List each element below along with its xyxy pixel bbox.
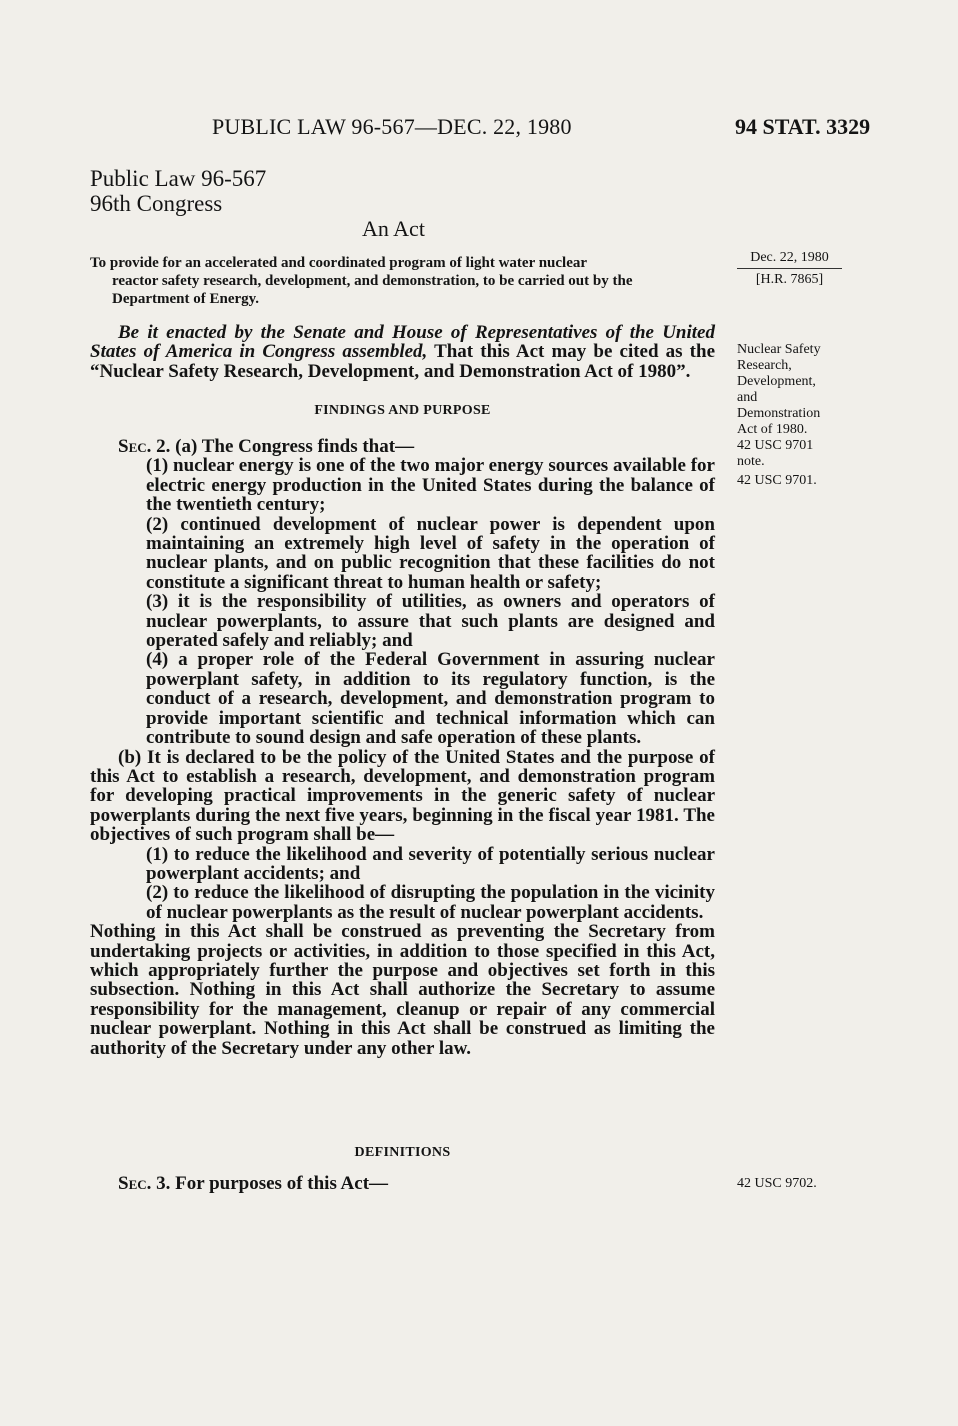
margin-usc-note: 42 USC 9701: [737, 438, 814, 453]
finding-1-text: (1) nuclear energy is one of the two major energy sources available for electric energy production in the United States during the balance of the twentieth century;: [146, 455, 715, 516]
findings-heading: FINDINGS AND PURPOSE: [314, 403, 491, 418]
enacting-formula: Be it enacted by the Senate and House of Representatives of the United States of America in Congress assembled,: [90, 322, 715, 363]
margin-title-line-2: Research,: [737, 358, 792, 373]
margin-short-title: [737, 342, 852, 470]
section-2: [90, 437, 715, 1058]
bleed-through: [330, 170, 720, 190]
objective-2-text: (2) to reduce the likelihood of disrupting the population in the vicinity of nuclear powerplants as the result of nuclear powerplant accidents.: [146, 882, 715, 923]
paragraph-b: [90, 748, 715, 845]
section-3: [90, 1174, 715, 1193]
section-2-intro-text: (a) The Congress finds that—: [170, 436, 415, 457]
margin-usc-9701: 42 USC 9701.: [737, 473, 817, 488]
section-2-intro: [90, 437, 715, 456]
objective-1-text: (1) to reduce the likelihood and severity of potentially serious nuclear powerplant accidents; and: [146, 843, 715, 884]
purpose-clause: [90, 254, 715, 308]
section-3-label: Sec. 3.: [118, 1173, 171, 1194]
purpose-line-1: To provide for an accelerated and coordinated program of light water nuclear: [90, 255, 588, 271]
margin-title-line-3: Development,: [737, 374, 816, 389]
public-law-number: Public Law 96-567: [90, 166, 267, 191]
finding-2-text: (2) continued development of nuclear power is dependent upon maintaining an extremely high level of safety in the operation of nuclear plants, and on public recognition that these facilities do not constitute a significant threat to human health or safety;: [146, 513, 715, 593]
statute-page-number: 94 STAT. 3329: [735, 114, 871, 139]
purpose-line-2: reactor safety research, development, and demonstration, to be carried out by the: [112, 273, 633, 289]
purpose-line-3: Department of Energy.: [112, 291, 260, 307]
definitions-heading: DEFINITIONS: [354, 1145, 451, 1160]
running-header-title: PUBLIC LAW 96-567—DEC. 22, 1980: [212, 114, 572, 139]
an-act-heading: An Act: [362, 216, 425, 241]
margin-bill-number: [H.R. 7865]: [755, 272, 824, 287]
paragraph-b-text: (b) It is declared to be the policy of the United States and the purpose of this Act to establish a research, development, and demonstration program for developing practical improvements in the generic safety of nuclear powerplants during the next five years, beginning in the fiscal year 1981. The objectives of such program shall be—: [90, 746, 715, 846]
closing-paragraph-text: Nothing in this Act shall be construed as preventing the Secretary from undertaking projects or activities, in addition to those specified in this Act, which appropriately further the purpose and objectives set forth in this subsection. Nothing in this Act shall authorize the Secretary to assume responsibility for the management, cleanup or repair of any commercial nuclear powerplant. Nothing in this Act shall be construed as limiting the authority of the Secretary under any other law.: [90, 921, 715, 1059]
congress-label: 96th Congress: [90, 191, 223, 216]
section-3-intro: [90, 1174, 715, 1193]
short-title-text: That this Act may be cited as the “Nuclear Safety Research, Development, and Demonstration Act of 1980”.: [90, 341, 716, 382]
margin-title-line-1: Nuclear Safety: [737, 342, 821, 357]
margin-date: Dec. 22, 1980: [737, 250, 842, 269]
margin-title-line-4: and: [737, 390, 758, 405]
finding-4-text: (4) a proper role of the Federal Government in assuring nuclear powerplant safety, in addition to its regulatory function, is the conduct of a research, development, and demonstration program to provide important scientific and technical information which can contribute to sound design and safe operation of these plants.: [146, 649, 715, 749]
enacting-clause: [90, 323, 715, 381]
margin-usc-note-2: note.: [737, 454, 765, 469]
finding-3-text: (3) it is the responsibility of utilities, as owners and operators of nuclear powerplants, to assure that such plants are designed and operated safely and reliably; and: [146, 591, 715, 652]
objective-2: [90, 883, 715, 922]
finding-1: [90, 456, 715, 514]
finding-4: [90, 650, 715, 747]
margin-title-line-6: Act of 1980.: [737, 422, 808, 437]
closing-paragraph: [90, 922, 715, 1058]
finding-2: [90, 515, 715, 593]
margin-title-line-5: Demonstration: [737, 406, 821, 421]
finding-3: [90, 592, 715, 650]
section-2-label: Sec. 2.: [118, 436, 171, 457]
section-3-text: For purposes of this Act—: [170, 1173, 389, 1194]
objective-1: [90, 845, 715, 884]
margin-usc-9702: 42 USC 9702.: [737, 1176, 817, 1191]
